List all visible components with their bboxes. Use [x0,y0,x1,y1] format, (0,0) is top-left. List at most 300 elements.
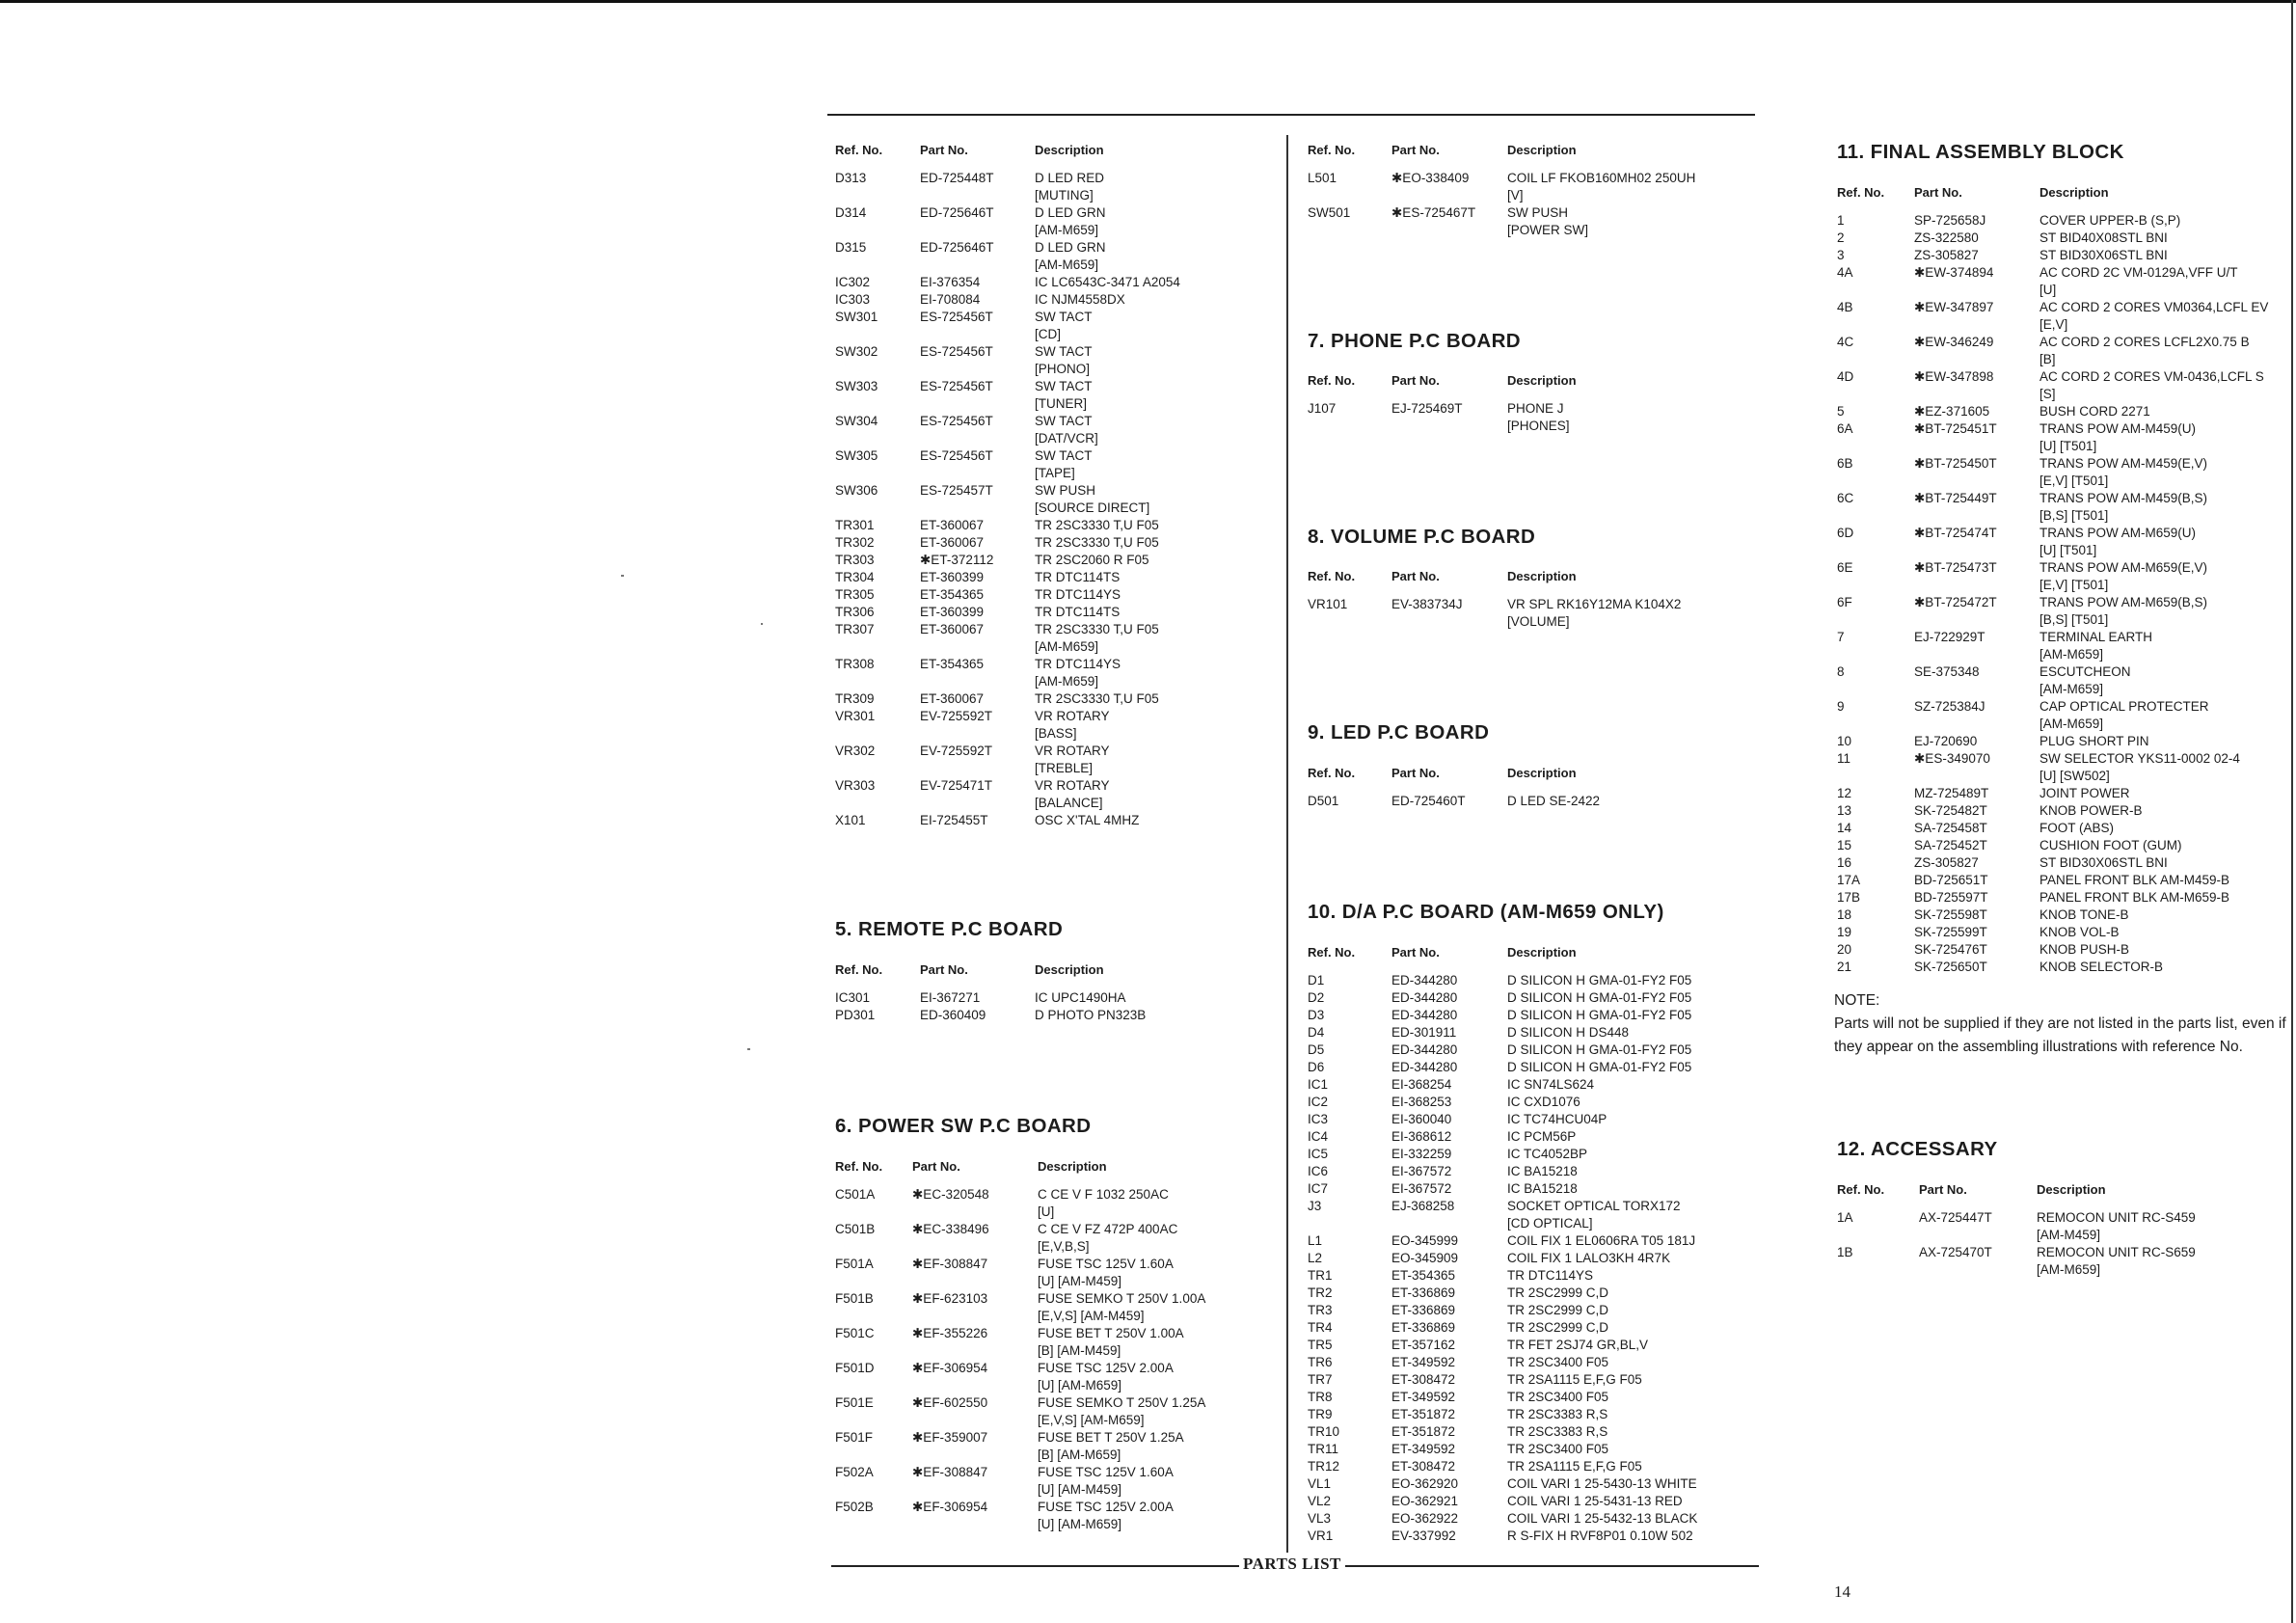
ref-no: F502A [835,1465,874,1479]
description [1507,1302,1608,1319]
ref-no: IC1 [1308,1077,1329,1092]
description-line: TR DTC114YS [1035,587,1121,602]
ref-no: J3 [1308,1199,1322,1213]
description-line: PHONE J [1507,401,1564,416]
ref-no: TR11 [1308,1442,1339,1456]
description [1038,1221,1177,1256]
description-line: TR FET 2SJ74 GR,BL,V [1507,1338,1649,1352]
description-line: [B,S] [T501] [2039,612,2109,627]
description-line: SW TACT [1035,414,1093,428]
ref-no: L2 [1308,1251,1323,1265]
table-row [1308,1250,1732,1267]
table-row [1308,1528,1732,1545]
ref-no: VL2 [1308,1494,1332,1508]
part-no: ✱EW-347897 [1914,300,1994,314]
part-no: EI-367572 [1391,1164,1452,1178]
ref-no: J107 [1308,401,1337,416]
description-line: JOINT POWER [2039,786,2130,800]
section-title-phone: 7. PHONE P.C BOARD [1308,330,1521,352]
description-line: IC SN74LS624 [1507,1077,1595,1092]
description [1035,621,1159,656]
part-no: ZS-322580 [1914,230,1979,245]
description-line: [U] [SW502] [2039,769,2110,783]
description-line: KNOB VOL-B [2039,925,2120,939]
description [2039,837,2182,854]
table-row [835,1325,1230,1360]
part-no: ET-351872 [1391,1424,1456,1439]
description-line: VR SPL RK16Y12MA K104X2 [1507,597,1682,611]
header-part: Part No. [1919,1182,1967,1197]
description [2037,1209,2196,1244]
table-row [1837,247,2285,264]
description-line: KNOB SELECTOR-B [2039,960,2164,974]
description [1035,170,1104,204]
table-row [1837,490,2285,525]
table-row [835,239,1230,274]
table-row [1837,663,2285,698]
description-line: VR ROTARY [1035,778,1110,793]
description [1507,1267,1593,1285]
description [1507,1285,1608,1302]
top-edge-line [0,0,2296,3]
ref-no: TR304 [835,570,875,584]
ref-no: D315 [835,240,867,255]
ref-no: F501C [835,1326,875,1340]
description-line: IC PCM56P [1507,1129,1577,1144]
description [1507,170,1695,204]
description-line: [AM-M659] [2039,647,2104,662]
description-line: SW PUSH [1507,205,1569,220]
ref-no: 4D [1837,369,1854,384]
ref-no: 18 [1837,907,1852,922]
description-line: C CE V FZ 472P 400AC [1038,1222,1178,1236]
description-line: IC BA15218 [1507,1164,1578,1178]
part-no: ET-349592 [1391,1355,1456,1369]
table-row [835,1499,1230,1533]
description-line: [S] [2039,387,2056,401]
table-row [835,569,1230,586]
description [1507,1371,1642,1389]
table-header [1308,766,1732,787]
table-row [835,656,1230,690]
part-no: SK-725598T [1914,907,1987,922]
ref-no: 6A [1837,421,1853,436]
header-desc: Description [2037,1182,2106,1197]
ref-no: 16 [1837,855,1852,870]
description-line: TR 2SC3400 F05 [1507,1355,1609,1369]
ref-no: D313 [835,171,867,185]
part-no: ET-349592 [1391,1442,1456,1456]
header-desc: Description [1507,143,1577,157]
table-row [1308,1180,1732,1198]
table-final [1837,185,2285,976]
part-no: EI-368254 [1391,1077,1452,1092]
ref-no: 12 [1837,786,1852,800]
description-line: FUSE TSC 125V 2.00A [1038,1500,1174,1514]
part-no: EI-360040 [1391,1112,1452,1126]
ref-no: D1 [1308,973,1325,987]
part-no: ET-360067 [920,518,985,532]
ref-no: D4 [1308,1025,1325,1040]
scan-speck [621,575,624,577]
part-no: SK-725482T [1914,803,1987,818]
ref-no: 4C [1837,335,1854,349]
table-row [1837,559,2285,594]
description [1035,413,1098,447]
part-no: ✱EF-308847 [912,1257,988,1271]
description [2039,906,2129,924]
part-no: ✱EZ-371605 [1914,404,1990,419]
description-line: IC TC4052BP [1507,1147,1588,1161]
description [1507,793,1600,810]
ref-no: TR309 [835,691,875,706]
description-line: TR 2SC3330 T,U F05 [1035,518,1159,532]
description-line: CUSHION FOOT (GUM) [2039,838,2182,852]
table-row [1308,1094,1732,1111]
description-line: KNOB TONE-B [2039,907,2129,922]
table-header [1837,185,2285,206]
table-row [1837,924,2285,941]
description-line: AC CORD 2 CORES LCFL2X0.75 B [2039,335,2250,349]
description-line: [TREBLE] [1035,761,1094,775]
part-no: ET-336869 [1391,1285,1456,1300]
part-no: ET-308472 [1391,1459,1456,1474]
table-row [1837,230,2285,247]
description [1507,1423,1607,1441]
part-no: EV-725592T [920,744,993,758]
description-line: TR 2SC3400 F05 [1507,1390,1609,1404]
description-line: COIL LF FKOB160MH02 250UH [1507,171,1696,185]
ref-no: TR1 [1308,1268,1333,1283]
description [2039,420,2196,455]
description [1038,1186,1169,1221]
description [2039,334,2250,368]
description [1038,1360,1174,1394]
description-line: TRANS POW AM-M659(U) [2039,526,2197,540]
description [2039,455,2207,490]
description [1507,1319,1608,1337]
table-row [1308,1076,1732,1094]
part-no: EI-376354 [920,275,981,289]
header-ref: Ref. No. [1308,945,1356,960]
part-no: ET-357162 [1391,1338,1456,1352]
scan-speck [761,623,763,625]
note-text: Parts will not be supplied if they are not listed in the parts list, even if they appear on the assembling illustrations with reference No. [1834,1015,2286,1055]
description [1507,1094,1580,1111]
description-line: [VOLUME] [1507,614,1570,629]
ref-no: SW302 [835,344,878,359]
table-row [1308,1267,1732,1285]
description-line: [U] [AM-M459] [1038,1482,1122,1497]
ref-no: VR303 [835,778,876,793]
part-no: EV-725592T [920,709,993,723]
ref-no: 5 [1837,404,1845,419]
description-line: PLUG SHORT PIN [2039,734,2149,748]
section-title-da: 10. D/A P.C BOARD (AM-M659 ONLY) [1308,901,1664,923]
ref-no: 6E [1837,560,1853,575]
description [2039,368,2264,403]
ref-no: SW305 [835,448,878,463]
description [2039,212,2180,230]
header-ref: Ref. No. [1308,766,1356,780]
ref-no: 8 [1837,664,1845,679]
description-line: TR 2SC3330 T,U F05 [1035,535,1159,550]
table-row [1837,854,2285,872]
part-no: EJ-368258 [1391,1199,1455,1213]
description [1507,1180,1578,1198]
table-row [835,274,1230,291]
ref-no: SW306 [835,483,878,498]
description-line: SOCKET OPTICAL TORX172 [1507,1199,1681,1213]
description-line: C CE V F 1032 250AC [1038,1187,1169,1202]
description-line: IC NJM4558DX [1035,292,1125,307]
table-header [1308,569,1732,590]
table-accessary [1837,1182,2285,1279]
part-no: ED-725646T [920,205,994,220]
table-header [1837,1182,2285,1204]
description [2039,959,2163,976]
ref-no: 15 [1837,838,1852,852]
description-line: [B,S] [T501] [2039,508,2109,523]
description-line: TR 2SC3330 T,U F05 [1035,691,1159,706]
table-row [1308,1458,1732,1475]
description [1035,690,1159,708]
ref-no: 6B [1837,456,1853,471]
ref-no: SW303 [835,379,878,393]
part-no: ET-336869 [1391,1303,1456,1317]
ref-no: TR303 [835,553,875,567]
ref-no: 3 [1837,248,1845,262]
description [1507,1528,1693,1545]
description-line: FUSE TSC 125V 2.00A [1038,1361,1174,1375]
description-line: FUSE BET T 250V 1.00A [1038,1326,1184,1340]
ref-no: L501 [1308,171,1337,185]
description-line: [AM-M659] [2037,1262,2101,1277]
header-part: Part No. [1914,185,1962,200]
table-row [835,777,1230,812]
header-ref: Ref. No. [1308,569,1356,583]
part-no: ✱ES-725467T [1391,205,1476,220]
part-no: ✱EO-338409 [1391,171,1470,185]
description [1507,1163,1578,1180]
table-row [835,1394,1230,1429]
description [1035,378,1093,413]
description [1507,1458,1642,1475]
part-no: ET-360067 [920,691,985,706]
scan-speck [747,1048,750,1050]
description-line: FUSE TSC 125V 1.60A [1038,1257,1174,1271]
part-no: EJ-720690 [1914,734,1978,748]
description-line: TRANS POW AM-M659(E,V) [2039,560,2208,575]
description [1035,656,1121,690]
part-no: ✱ET-372112 [920,553,994,567]
part-no: ✱BT-725450T [1914,456,1997,471]
table-row [1837,299,2285,334]
table-row [1308,1510,1732,1528]
part-no: ✱BT-725451T [1914,421,1997,436]
part-no: ED-301911 [1391,1025,1457,1040]
description-line: ESCUTCHEON [2039,664,2131,679]
description-line: D LED GRN [1035,205,1106,220]
description [1038,1464,1174,1499]
ref-no: TR302 [835,535,875,550]
table-row [835,170,1230,204]
header-desc: Description [1035,143,1104,157]
table-row [1308,1198,1732,1232]
table-power-sw-cont [1308,143,1732,239]
description-line: IC TC74HCU04P [1507,1112,1607,1126]
ref-no: C501B [835,1222,876,1236]
part-no: ZS-305827 [1914,248,1979,262]
part-no: ✱EF-308847 [912,1465,988,1479]
header-ref: Ref. No. [835,143,883,157]
description-line: [B] [AM-M459] [1038,1343,1121,1358]
part-no: EI-725455T [920,813,988,827]
ref-no: TR5 [1308,1338,1333,1352]
ref-no: TR2 [1308,1285,1333,1300]
table-row [1308,1007,1732,1024]
note-label: NOTE: [1834,992,1880,1009]
description [2039,663,2131,698]
table-row [1308,989,1732,1007]
description-line: OSC X'TAL 4MHZ [1035,813,1140,827]
table-row [1837,334,2285,368]
table-row [1837,889,2285,906]
description [2039,924,2120,941]
description [1507,1059,1691,1076]
description [2039,230,2168,247]
description-line: [CD] [1035,327,1061,341]
ref-no: 9 [1837,699,1845,714]
part-no: AX-725470T [1919,1245,1992,1259]
part-no: EV-337992 [1391,1528,1456,1543]
part-no: EI-368253 [1391,1095,1452,1109]
description [1507,1354,1608,1371]
table-header [1308,143,1732,164]
ref-no: 7 [1837,630,1845,644]
description-line: SW TACT [1035,379,1093,393]
description-line: [SOURCE DIRECT] [1035,500,1150,515]
description [2039,490,2207,525]
table-row [1308,1232,1732,1250]
description [2039,802,2143,820]
table-row [1308,1406,1732,1423]
table-row [1308,1041,1732,1059]
description [1035,552,1149,569]
table-row [1837,785,2285,802]
part-no: ✱EC-338496 [912,1222,989,1236]
header-desc: Description [1035,962,1104,977]
description-line: [E,V] [T501] [2039,578,2109,592]
part-no: ✱EW-374894 [1914,265,1994,280]
ref-no: 4B [1837,300,1853,314]
part-no: ED-725460T [1391,794,1466,808]
header-part: Part No. [1391,945,1440,960]
part-no: SE-375348 [1914,664,1980,679]
header-ref: Ref. No. [1308,373,1356,388]
description [1035,309,1093,343]
description-line: TR 2SC3400 F05 [1507,1442,1609,1456]
table-header [835,962,1230,984]
table-row [1837,906,2285,924]
ref-no: 11 [1837,751,1851,766]
description-line: [E,V] [T501] [2039,473,2109,488]
header-desc: Description [1507,569,1577,583]
description-line: [U] [2039,283,2057,297]
description-line: [E,V,S] [AM-M459] [1038,1309,1145,1323]
header-part: Part No. [1391,569,1440,583]
description-line: [E,V] [2039,317,2068,332]
description-line: BUSH CORD 2271 [2039,404,2150,419]
description [1507,1389,1608,1406]
description-line: TRANS POW AM-M659(B,S) [2039,595,2208,609]
part-no: AX-725447T [1919,1210,1992,1225]
ref-no: 6D [1837,526,1854,540]
table-row [1837,212,2285,230]
description [1035,812,1139,829]
description [1038,1325,1184,1360]
part-no: ED-344280 [1391,1060,1458,1074]
description-line: [E,V,S] [AM-M659] [1038,1413,1145,1427]
description-line: [B] [2039,352,2056,366]
ref-no: TR306 [835,605,875,619]
table-row [1308,1423,1732,1441]
description-line: D SILICON H GMA-01-FY2 F05 [1507,990,1692,1005]
part-no: ED-344280 [1391,1042,1458,1057]
description [1035,989,1126,1007]
part-no: EO-362921 [1391,1494,1459,1508]
table-row [835,552,1230,569]
description [2039,889,2229,906]
table-row [1308,1059,1732,1076]
description-line: D SILICON H GMA-01-FY2 F05 [1507,973,1692,987]
description-line: [AM-M659] [1035,223,1099,237]
part-no: ✱BT-725474T [1914,526,1997,540]
table-row [1837,594,2285,629]
description [1507,596,1681,631]
part-no: ET-354365 [1391,1268,1456,1283]
table-remote [835,962,1230,1024]
description [2039,750,2240,785]
description [2037,1244,2196,1279]
description-line: [DAT/VCR] [1035,431,1098,446]
part-no: EI-367572 [1391,1181,1452,1196]
table-row [835,482,1230,517]
description [1507,400,1570,435]
ref-no: TR3 [1308,1303,1333,1317]
table-row [1308,1354,1732,1371]
description-line: IC UPC1490HA [1035,990,1126,1005]
table-row [1837,420,2285,455]
ref-no: 4A [1837,265,1853,280]
table-row [835,534,1230,552]
ref-no: TR307 [835,622,875,636]
table-row [1837,959,2285,976]
ref-no: F501A [835,1257,874,1271]
table-row [1837,455,2285,490]
part-no: ET-354365 [920,587,985,602]
description-line: TR 2SC3383 R,S [1507,1407,1608,1421]
description [1507,1493,1683,1510]
ref-no: IC303 [835,292,871,307]
table-row [1837,872,2285,889]
description-line: [TAPE] [1035,466,1075,480]
ref-no: 6F [1837,595,1852,609]
description-line: SW PUSH [1035,483,1096,498]
description-line: [BALANCE] [1035,796,1103,810]
description [1038,1256,1174,1290]
description-line: AC CORD 2 CORES VM-0436,LCFL S [2039,369,2264,384]
